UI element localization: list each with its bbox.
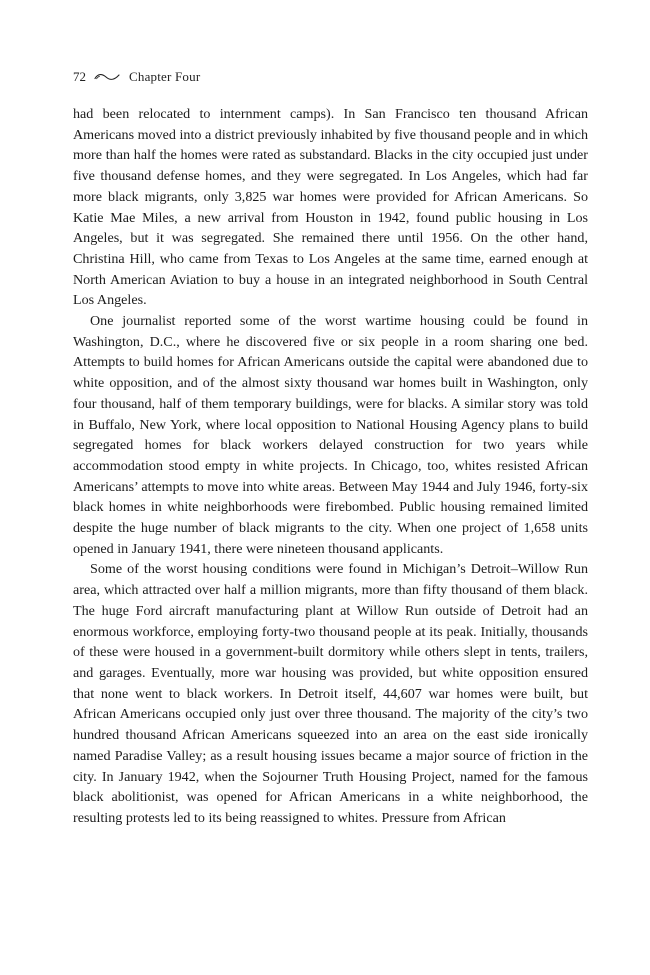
book-page	[73, 68, 588, 829]
paragraph-3: Some of the worst housing conditions were found in Michigan’s Detroit–Willow Run area, which attracted over half a million migrants, more than fifty thousand of them black. The huge Ford aircraft manufacturing plant at Willow Run outside of Detroit had an enormous workforce, employing forty-two thousand people at its peak. Initially, thousands of these were housed in a government-built dormitory while others slept in tents, trailers, and garages. Eventually, more war housing was provided, but white opposition ensured that none went to black workers. In Detroit itself, 44,607 war homes were built, but African Americans occupied only just over three thousand. The majority of the city’s two hundred thousand African Americans squeezed into an area on the east side ironically named Paradise Valley; as a result housing issues became a major source of friction in the city. In January 1942, when the Sojourner Truth Housing Project, named for the famous black abolitionist, was opened for African Americans in a white neighborhood, the resulting protests led to its being reassigned to whites. Pressure from African	[73, 561, 588, 826]
running-head	[73, 68, 588, 86]
page-number: 72	[73, 69, 86, 84]
swash-ornament-icon	[94, 72, 120, 82]
paragraph-1: had been relocated to internment camps). In San Francisco ten thousand African Americans moved into a district previously inhabited by five thousand people and in which more than half the homes were rated as substandard. Blacks in the city occupied just under five thousand defense homes, and they were segregated. In Los Angeles, which had far more black migrants, only 3,825 war homes were provided for African Americans. So Katie Mae Miles, a new arrival from Houston in 1942, found public housing in Los Angeles, but it was segregated. She remained there until 1956. On the other hand, Christina Hill, who came from Texas to Los Angeles at the same time, earned enough at North American Aviation to buy a house in an integrated neighborhood in South Central Los Angeles.	[73, 106, 588, 309]
chapter-label: Chapter Four	[129, 69, 201, 84]
paragraph-2: One journalist reported some of the worst wartime housing could be found in Washington, D.C., where he discovered five or six people in a room sharing one bed. Attempts to build homes for African Americans outside the capital were abandoned due to white opposition, and of the almost sixty thousand war homes built in Washington, only four thousand, half of them temporary buildings, were for blacks. A similar story was told in Buffalo, New York, where local opposition to National Housing Agency plans to build segregated homes for black workers delayed construction for two years while accommodation stood empty in white projects. In Chicago, too, whites resisted African Americans’ attempts to move into white areas. Between May 1944 and July 1946, forty-six black homes in white neighborhoods were firebombed. Public housing remained limited despite the huge number of black migrants to the city. When one project of 1,658 units opened in January 1941, there were nineteen thousand applicants.	[73, 313, 588, 557]
body-text	[73, 104, 588, 829]
